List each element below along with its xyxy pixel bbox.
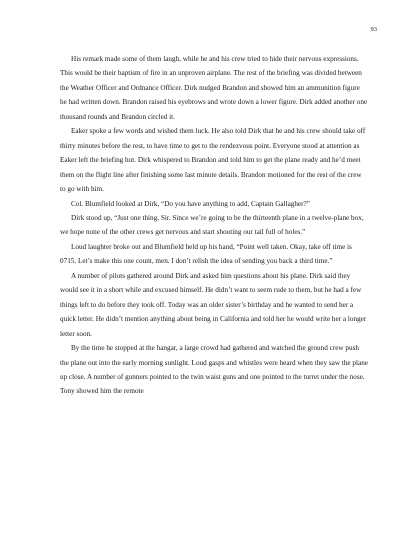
paragraph-2: Eaker spoke a few words and wished them luck. He also told Dirk that he and his crew should take off thirty minutes before the rest, to have time to get to the rendezvous point. Everyone stood at attention as Eaker left the briefing hut. Dirk whispered to Brandon and told him to get the plane ready and he’d meet them on the flight line after finishing some last minute details. Brandon motioned for the rest of the crew to go with him.	[60, 127, 366, 194]
paragraph-7: By the time he stopped at the hangar, a large crowd had gathered and watched the ground crew push the plane out into the early morning sunlight. Loud gasps and whistles were heard when they saw the plane up close. A number of gunners pointed to the twin waist guns and one pointed to the turret under the nose. Tony showed him the remote	[60, 344, 368, 396]
paragraph-1: His remark made some of them laugh, while he and his crew tried to hide their nervous expressions. This would be their baptism of fire in an unproven airplane. The rest of the briefing was divided between the Weather Officer and Ordnance Officer. Dirk nudged Brandon and showed him an ammunition figure he had written down. Brandon raised his eyebrows and wrote down a lower figure. Dirk added another one thousand rounds and Brandon circled it.	[60, 55, 368, 121]
page-number: 93	[370, 26, 377, 33]
body-text	[60, 52, 368, 399]
paragraph-5: Loud laughter broke out and Blumfield held up his hand, “Point well taken. Okay, take off time is 0715. Let’s make this one count, men. I don’t relish the idea of sending you back a third time.”	[60, 242, 352, 266]
paragraph-6: A number of pilots gathered around Dirk and asked him questions about his plane. Dirk said they would see it in a short while and excused himself. He didn’t want to seem rude to them, but he had a few things left to do before they took off. Today was an older sister’s birthday and he wanted to send her a quick letter. He didn’t mention anything about being in California and told her he would write her a longer letter soon.	[60, 271, 367, 338]
paragraph-4: Dirk stood up, “Just one thing, Sir. Since we’re going to be the thirteenth plane in a twelve-plane box, we hope none of the other crews get nervous and start shooting our tail full of holes.”	[60, 213, 364, 237]
paragraph-3: Col. Blumfield looked at Dirk, “Do you have anything to add, Captain Gallagher?”	[71, 199, 310, 208]
